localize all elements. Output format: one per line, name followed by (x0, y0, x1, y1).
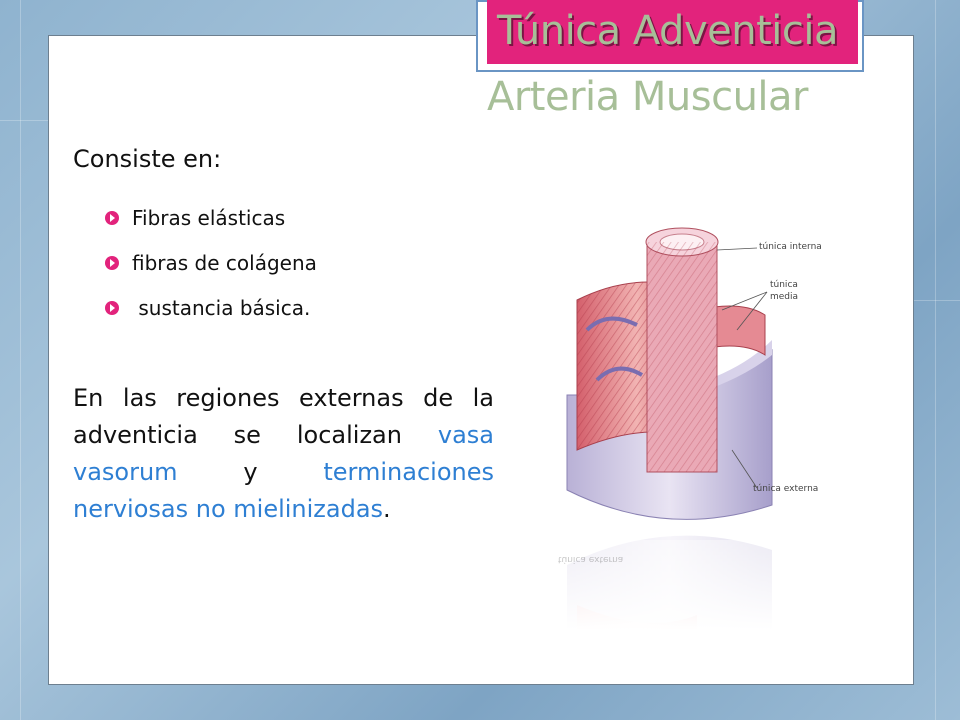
background-line (935, 0, 936, 720)
bullet-label: Fibras elásticas (132, 205, 286, 230)
label-tunica-interna: túnica interna (759, 242, 822, 252)
background-line (0, 120, 48, 121)
background-line (912, 300, 960, 301)
paragraph-text: y (177, 458, 324, 486)
bullet-label: sustancia básica. (132, 295, 311, 320)
circle-arrow-icon (105, 211, 119, 225)
artery-diagram (517, 200, 862, 630)
paragraph-end: . (383, 495, 391, 523)
label-tunica-media-2: media (770, 292, 799, 302)
intro-text: Consiste en: (73, 145, 222, 173)
label-tunica-externa: túnica externa (753, 484, 819, 494)
bullet-item (105, 240, 317, 285)
circle-arrow-icon (105, 256, 119, 270)
slide-title: Túnica Adventicia (497, 8, 838, 54)
artery-illustration (517, 200, 862, 630)
bullet-list (105, 195, 317, 330)
highlight-vasa-vasorum: vasa vasorum (73, 421, 494, 486)
bullet-item (105, 285, 317, 330)
body-paragraph (73, 380, 494, 528)
paragraph-text: En las regiones externas de la adventicia se localizan (73, 384, 494, 449)
bullet-item (105, 195, 317, 240)
label-reflection: túnica externa (558, 554, 624, 564)
bullet-label: fibras de colágena (132, 250, 317, 275)
label-tunica-media-1: túnica (770, 280, 798, 290)
slide-subtitle: Arteria Muscular (487, 74, 809, 120)
circle-arrow-icon (105, 301, 119, 315)
background-line (20, 0, 21, 720)
highlight-terminaciones: terminaciones nerviosas no mielinizadas (73, 458, 494, 523)
